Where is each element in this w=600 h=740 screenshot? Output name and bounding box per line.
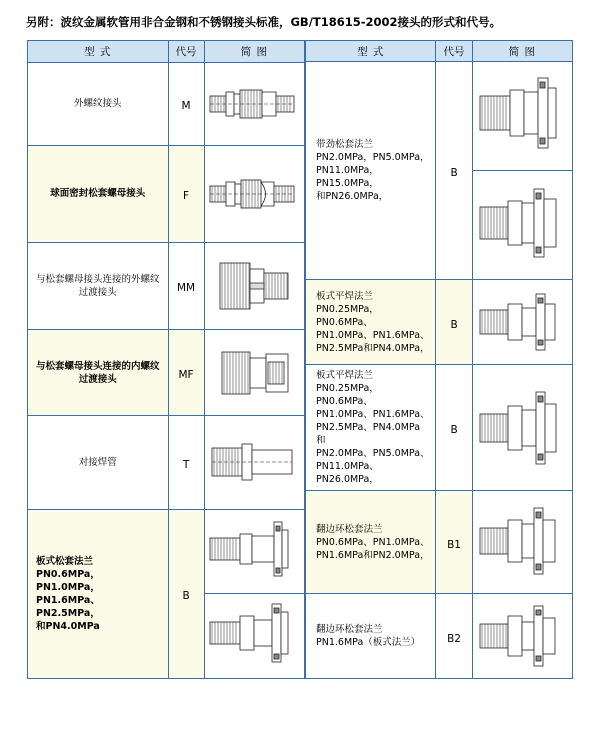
code-label: B2 xyxy=(447,632,461,645)
header-code: 代号 xyxy=(168,41,204,63)
type-label: 对接焊管 xyxy=(78,456,117,468)
table-row xyxy=(306,594,573,679)
table-row xyxy=(306,365,573,491)
table-row xyxy=(28,416,305,509)
table-row xyxy=(28,145,305,242)
header-type: 型 式 xyxy=(28,41,169,63)
lap-joint-flange-diagram xyxy=(473,494,572,590)
header-type: 型 式 xyxy=(306,41,436,62)
left-table xyxy=(27,40,305,679)
code-label: MM xyxy=(177,282,196,295)
type-label: 外螺纹接头 xyxy=(73,98,122,110)
code-label: B xyxy=(450,424,458,436)
plate-loose-flange-diagram xyxy=(205,510,304,594)
plate-loose-flange-diagram-2 xyxy=(205,594,304,678)
type-label: 与松套螺母接头连接的外螺纹过渡接头 xyxy=(35,273,160,298)
code-label: B xyxy=(450,318,458,331)
code-label: T xyxy=(182,458,190,471)
type-label: 翻边环松套法兰 PN1.6MPa（板式法兰） xyxy=(316,624,421,648)
header-diagram: 简 图 xyxy=(204,41,304,63)
male-thread-adapter-diagram xyxy=(205,253,304,319)
tables-container xyxy=(27,40,573,679)
ribbed-loose-flange-diagram xyxy=(473,62,572,170)
type-label: 板式平焊法兰 PN0.25MPa，PN0.6MPa、 PN1.0MPa、PN1.6MPa、 PN2.5MPa、PN4.0MPa 和 PN2.0MPa、PN5.0MPa、 PN11.0MPa、PN26.0MPa， xyxy=(316,370,430,485)
plate-flat-weld-flange-2-diagram xyxy=(473,372,572,484)
right-table-header-row xyxy=(306,41,573,62)
type-label: 板式松套法兰 PN0.6MPa，PN1.0MPa， PN1.6MPa、PN2.5MPa， 和PN4.0MPa xyxy=(36,555,100,632)
code-label: F xyxy=(183,190,190,203)
code-label: M xyxy=(181,100,191,113)
type-label: 板式平焊法兰 PN0.25MPa，PN0.6MPa、 PN1.0MPa、PN1.6MPa、 PN2.5MPa和PN4.0MPa， xyxy=(316,290,430,354)
table-row xyxy=(306,62,573,171)
butt-weld-pipe-diagram xyxy=(205,426,304,498)
left-table-header-row xyxy=(28,41,305,63)
threaded-male-connector-diagram xyxy=(205,74,304,134)
table-row xyxy=(28,509,305,594)
ribbed-loose-flange-diagram-2 xyxy=(473,171,572,279)
table-row xyxy=(28,242,305,329)
female-thread-adapter-diagram xyxy=(205,340,304,406)
table-row xyxy=(306,280,573,365)
right-table xyxy=(305,40,573,679)
header-code: 代号 xyxy=(436,41,472,62)
code-label: B xyxy=(182,590,190,603)
code-label: B1 xyxy=(447,538,461,551)
page-title: 另附：波纹金属软管用非合金钢和不锈钢接头标准，GB/T18615-2002接头的形式和代号。 xyxy=(26,15,502,29)
code-label: B xyxy=(450,167,458,179)
type-label: 翻边环松套法兰 PN0.6MPa、PN1.0MPa、 PN1.6MPa和PN2.0MPa， xyxy=(316,523,430,561)
code-label: MF xyxy=(178,369,194,382)
table-row xyxy=(306,491,573,594)
type-label: 球面密封松套螺母接头 xyxy=(50,188,146,200)
lap-joint-flange-2-diagram xyxy=(473,596,572,676)
type-label: 带劲松套法兰 PN2.0MPa，PN5.0MPa， PN11.0MPa，PN15.0MPa， 和PN26.0MPa， xyxy=(316,139,430,202)
plate-flat-weld-flange-diagram xyxy=(473,282,572,362)
table-row xyxy=(28,329,305,416)
spherical-seal-union-nut-diagram xyxy=(205,159,304,229)
header-diagram: 简 图 xyxy=(472,41,572,62)
type-label: 与松套螺母接头连接的内螺纹过渡接头 xyxy=(35,360,160,385)
table-row xyxy=(28,62,305,145)
